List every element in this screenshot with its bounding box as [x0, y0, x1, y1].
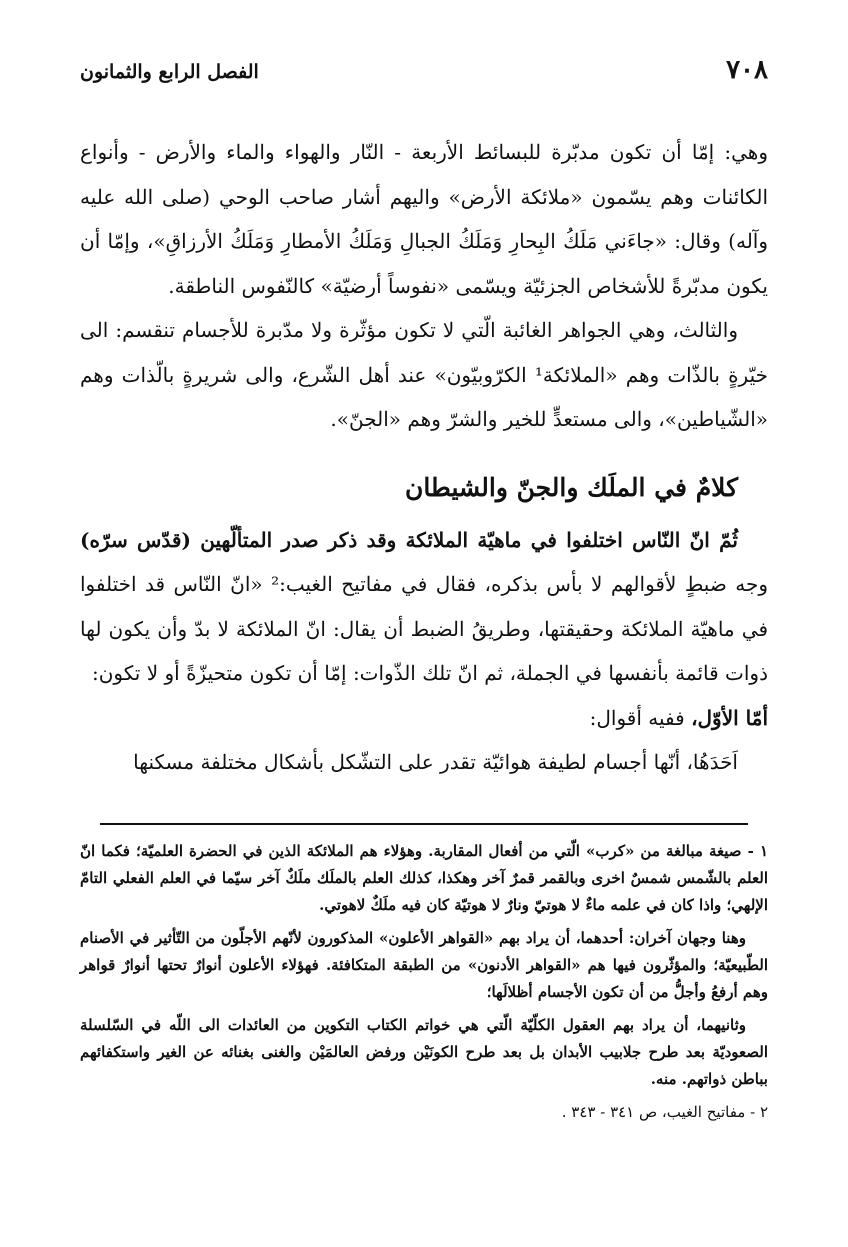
footnote-2: ٢ - مفاتيح الغيب، ص ٣٤١ - ٣٤٣ . [561, 1103, 768, 1121]
page-header [80, 55, 768, 95]
paragraph-3-bold-opening: ثُمّ انّ النّاس اختلفوا في ماهيّة الملائكة وقد ذكر صدر المتألّهين (قدّس سرّه) [80, 527, 738, 552]
footnotes [80, 838, 768, 1132]
footnote-1-second-view: وثانيهما، أن يراد بهم العقول الكلّيّة الّتي هي خواتم الكتاب التكوين من العائدات الى اللّه في السّلسلة الصعوديّة بعد طرح جلابيب الأبدان بل بعد طرح الكونَيْن ورفض العالمَيْن والغنى بغنائه عن الغير واستكفائهم بباطن ذواتهم. منه. [80, 1016, 768, 1088]
section-heading: كلامٌ في الملَك والجنّ والشيطان [404, 472, 738, 502]
main-text [80, 130, 768, 785]
paragraph-3-text: وجه ضبطٍ لأقوالهم لا بأس بذكره، فقال في مفاتيح الغيب:² «انّ النّاس قد اختلفوا في ماهيّة الملائكة وحقيقتها، وطريقُ الضبط أن يقال: انّ الملائكة لا بدّ وأن يكون لها ذوات قائمة بأنفسها في الجملة، ثم انّ تلك الذّوات: إمّا أن تكون متحيزّةً أو لا تكون: [80, 572, 769, 685]
paragraph-3 [80, 518, 768, 696]
footnote-1: ١ - صيغة مبالغة من «كرب» الّتي من أفعال المقاربة. وهؤلاء هم الملائكة الذين في الحضرة العلميّة؛ فكما انّ العلم بالشّمس شمسٌ اخرى وبالقمر قمرٌ آخر وهكذا، كذلك العلم بالملَك ملَكٌ آخر سيّما في العلم الفعلي التامّ الإلهي؛ واذا كان في علمه ماءٌ لا هوتيّ ونارٌ لا هوتيّة كان فيه ملَكٌ لاهوتي. [80, 842, 768, 914]
paragraph-4 [80, 696, 768, 741]
page-number: ٧٠٨ [726, 55, 768, 85]
paragraph-2: والثالث، وهي الجواهر الغائبة الّتي لا تكون مؤثّرة ولا مدّبرة للأجسام تنقسم: الى خيّرةٍ بالذّات وهم «الملائكة¹ الكرّوبيّون» عند أهل الشّرع، والى شريرةٍ بالّذات وهم «الشّياطين»، والى مستعدٍّ للخير والشرّ وهم «الجنّ». [80, 318, 768, 431]
footnote-1-continued: وهنا وجهان آخران: أحدهما، أن يراد بهم «القواهر الأعلون» المذكورون لأنّهم الأجلّون من التّأثير في الأصنام الطّبيعيّة؛ والمؤثّرون فيها هم «القواهر الأدنون» من الطبقة المتكافئة. فهؤلاء الأعلون أنوارٌ تحتها أنوارٌ قواهر وهم أرفعُ وأجلُّ من أن تكون الأجسام أظلالَها؛ [80, 929, 768, 1001]
paragraph-5: اَحَدَهُا، أنّها أجسام لطيفة هوائيّة تقدر على التشّكل بأشكال مختلفة مسكنها [133, 750, 738, 774]
paragraph-4-text: ففيه أقوال: [589, 705, 692, 730]
footnote-separator [100, 823, 748, 825]
paragraph-1: وهي: إمّا أن تكون مدبّرة للبسائط الأربعة - النّار والهواء والماء والأرض - وأنواع الكائنات وهم يسّمون «ملائكة الأرض» واليهم أشار صاحب الوحي (صلى الله عليه وآله) وقال: «جاءَني مَلَكُ البِحارِ وَمَلَكُ الجبالِ وَمَلَكُ الأمطارِ وَمَلَكُ الأرزاقِ»، وإمّا أن يكون مدبّرةً للأشخاص الجزئيّة ويسّمى «نفوساً أرضيّة» كالنّفوس الناطقة. [80, 140, 768, 298]
running-head: الفصل الرابع والثمانون [80, 61, 259, 83]
paragraph-4-bold-opening: أمّا الأوّل، [691, 705, 768, 730]
